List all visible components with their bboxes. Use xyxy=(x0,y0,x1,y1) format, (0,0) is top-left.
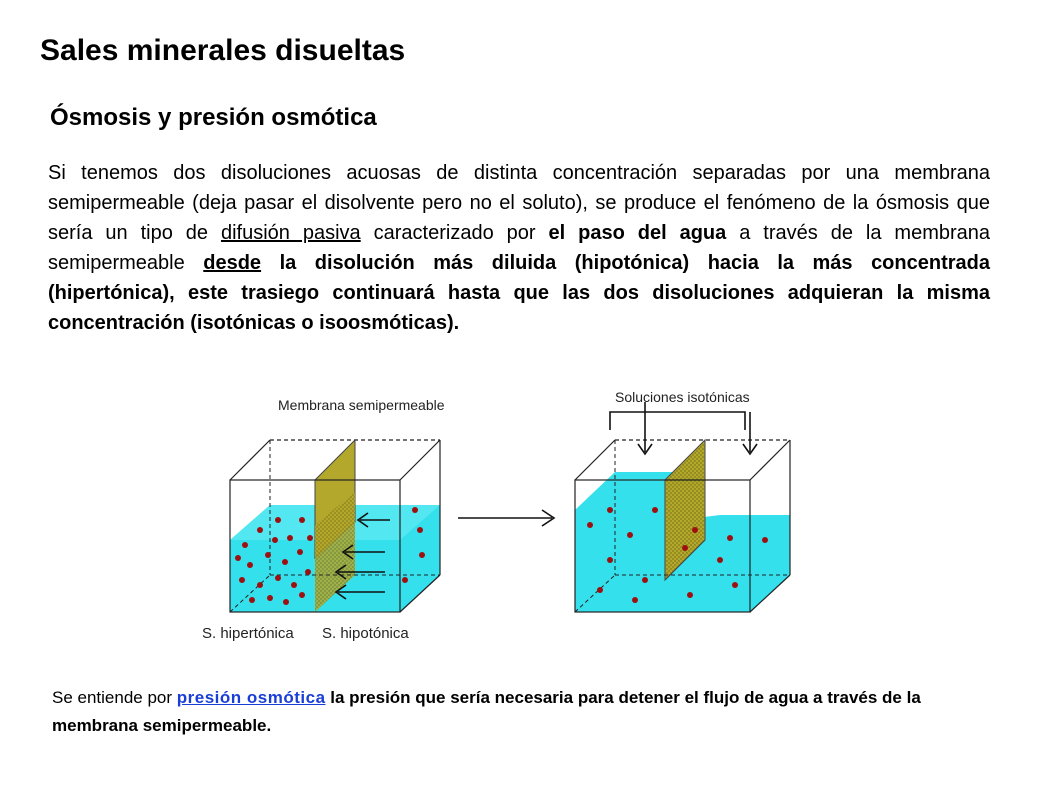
left-container xyxy=(230,440,440,612)
footer-text-2: la presión que sería necesaria para detener el flujo de agua a través de la membrana semipermeable. xyxy=(52,688,921,735)
presion-osmotica-link[interactable]: presión osmótica xyxy=(176,688,326,707)
label-isotonicas: Soluciones isotónicas xyxy=(615,389,750,405)
desde-bold-underlined: desde xyxy=(203,252,262,274)
right-container xyxy=(575,402,790,612)
osmosis-paragraph xyxy=(48,158,990,338)
difusion-pasiva-term: difusión pasiva xyxy=(220,222,361,244)
transition-arrow xyxy=(458,510,554,526)
osmosis-diagram xyxy=(190,380,810,650)
paragraph-bold-rest: la disolución más diluida (hipotónica) hacia la más concentrada (hipertónica), este trasiego continuará hasta que las dos disoluciones adquieran la misma concentración (isotónicas o isoosmóticas). xyxy=(48,252,990,334)
paragraph-text-1: Si tenemos dos disoluciones acuosas de distinta concentración separadas por una membrana semipermeable (deja pasar el disolvente pero no el soluto), se produce el fenómeno de la ósmosis que sería un tipo de xyxy=(48,162,990,244)
isotonic-pointer xyxy=(610,402,757,454)
footer-text-1: Se entiende por xyxy=(52,688,177,707)
page-title: Sales minerales disueltas xyxy=(40,34,406,67)
osmotic-pressure-definition xyxy=(52,684,996,740)
paso-del-agua-bold: el paso del agua xyxy=(548,222,727,244)
label-hipotonica: S. hipotónica xyxy=(322,625,409,642)
label-hipertonica: S. hipertónica xyxy=(202,625,294,642)
paragraph-text-3: a través de la membrana semipermeable xyxy=(48,222,991,274)
section-subtitle: Ósmosis y presión osmótica xyxy=(50,104,377,131)
paragraph-text-2: caracterizado por xyxy=(360,222,549,244)
label-membrana: Membrana semipermeable xyxy=(278,397,445,413)
